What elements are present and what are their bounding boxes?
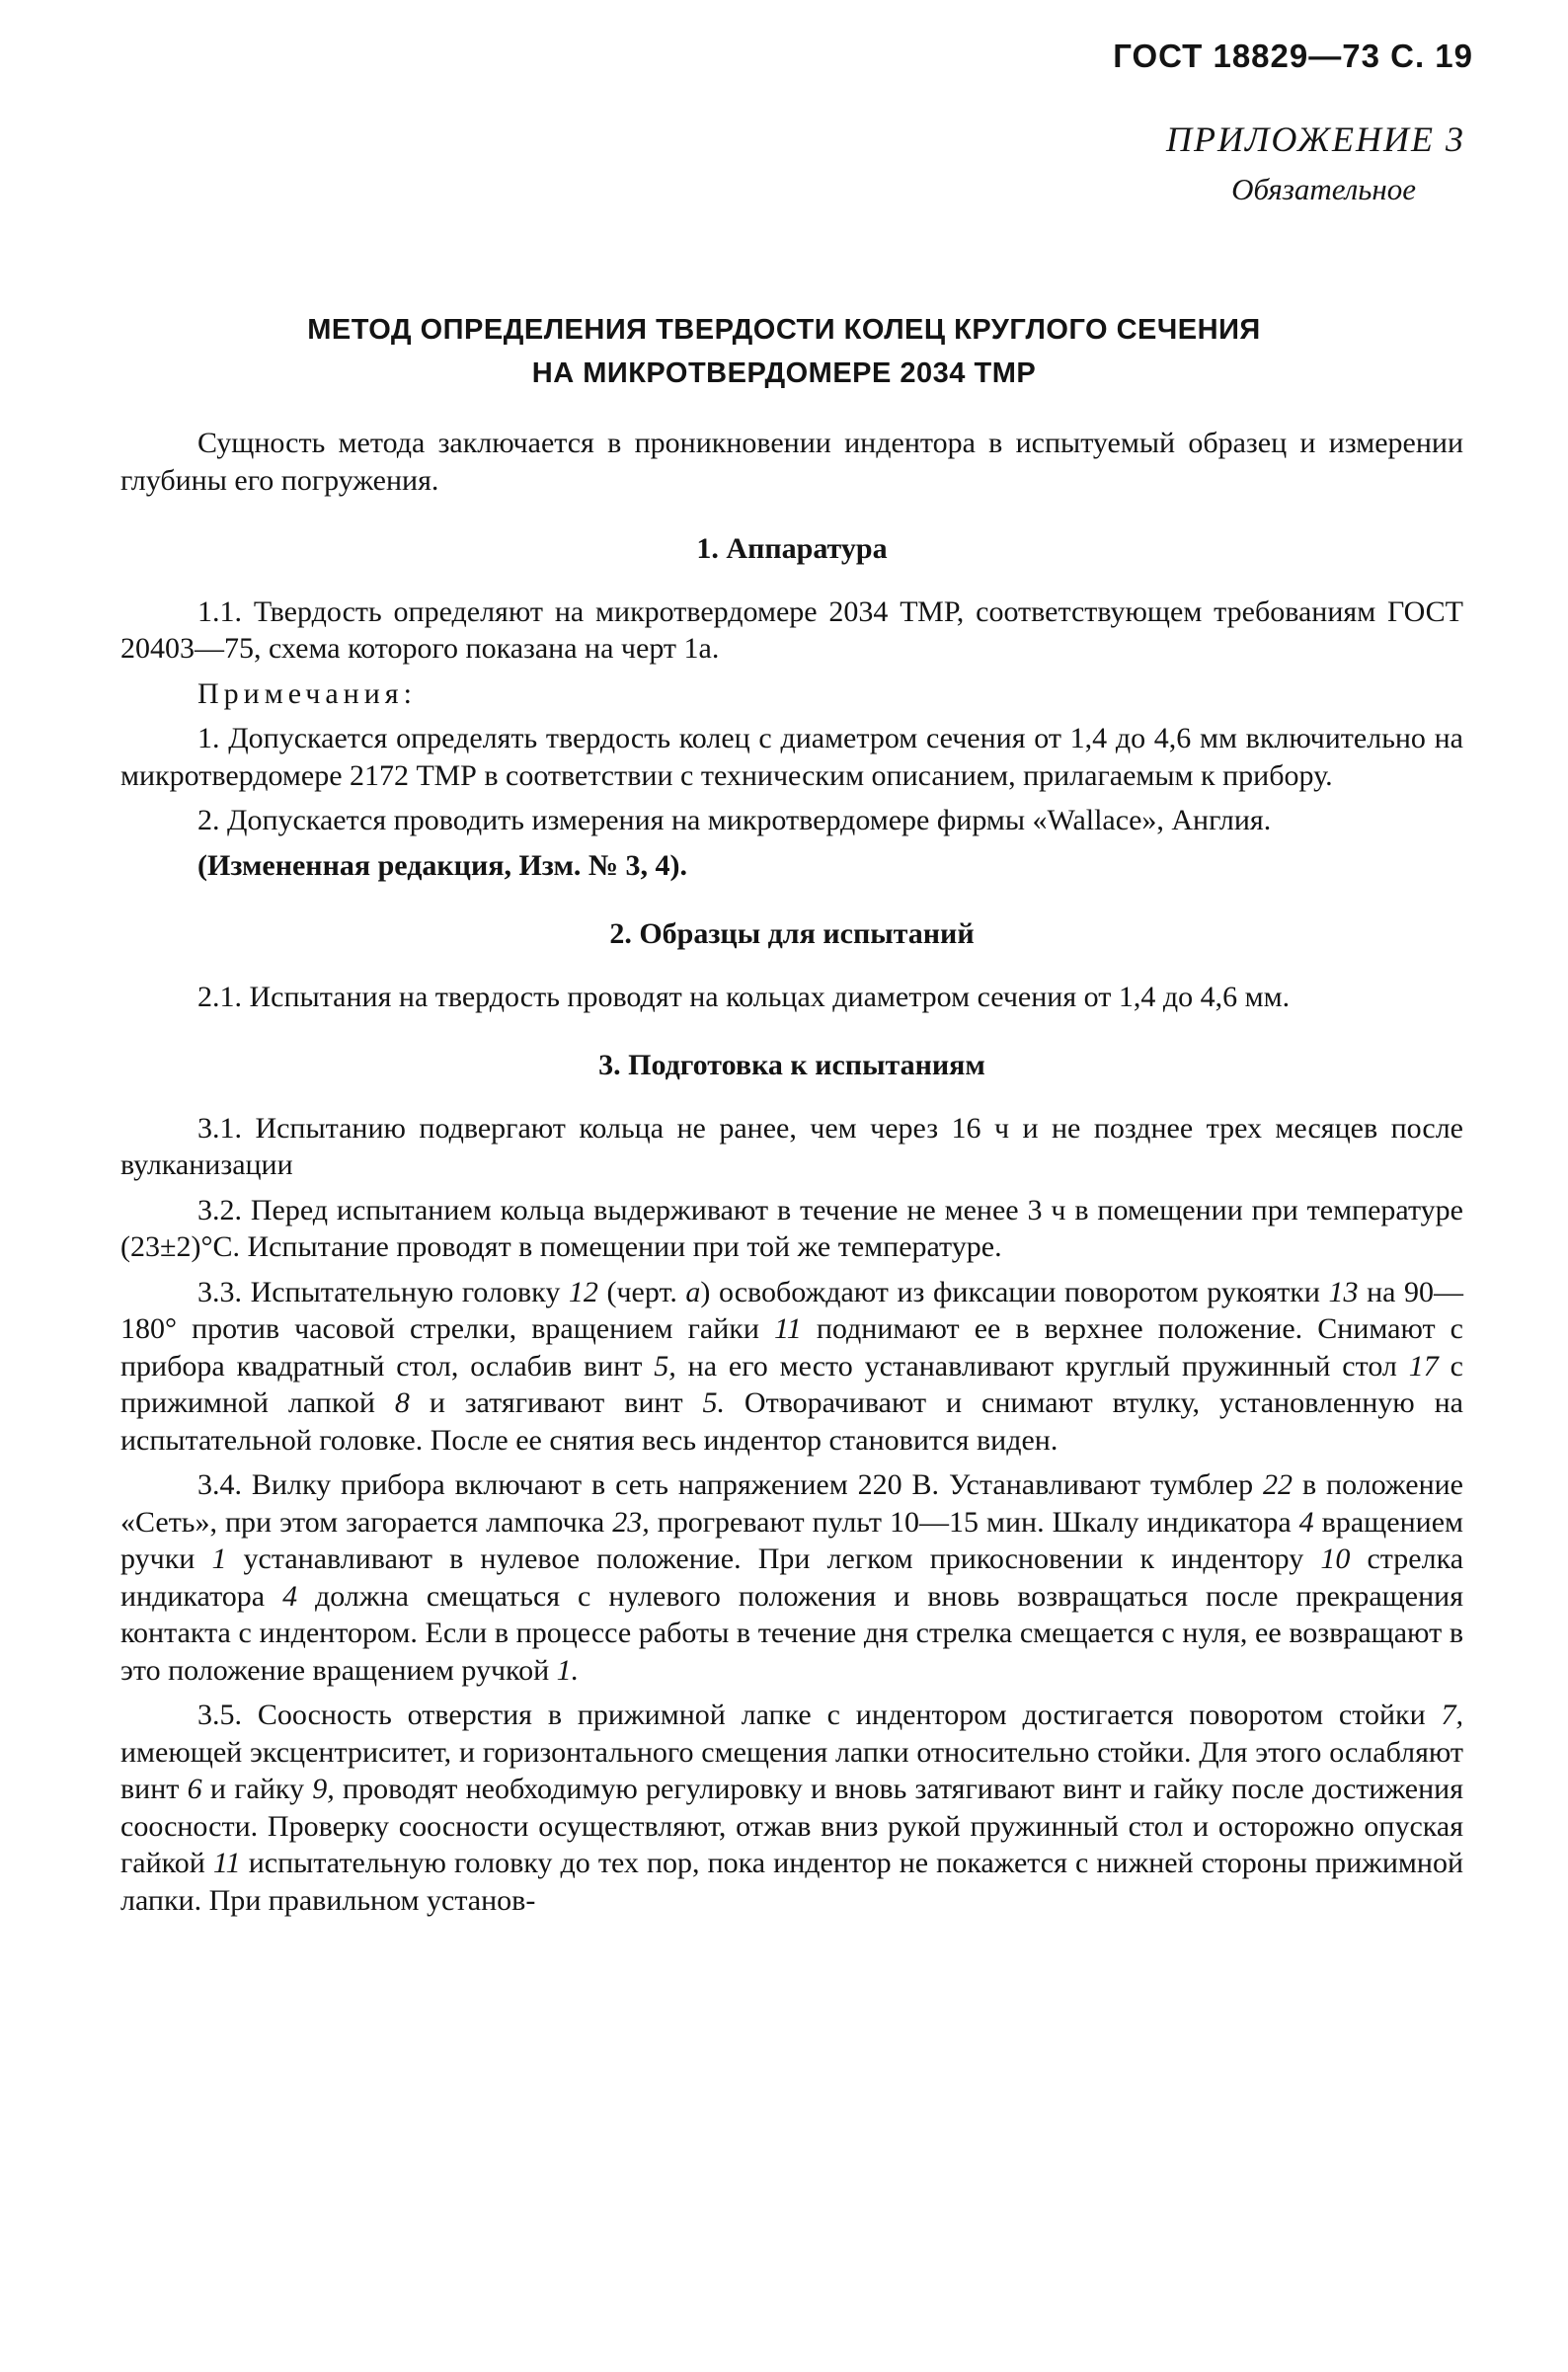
ref-number: 1 bbox=[211, 1542, 227, 1575]
ref-number: 5, bbox=[654, 1349, 676, 1383]
text-run: (черт. bbox=[597, 1275, 686, 1308]
text-run: 3.5. Соосность отверстия в прижимной лапке с индентором достигается поворотом стойки bbox=[197, 1699, 1442, 1731]
document-body bbox=[120, 425, 1463, 1919]
section-heading-1: 1. Аппаратура bbox=[696, 532, 888, 565]
text-run: ) освобождают из фиксации поворотом рукоятки bbox=[700, 1275, 1329, 1308]
document-title bbox=[0, 308, 1568, 395]
ref-number: 23, bbox=[612, 1505, 650, 1539]
text-run: Отворачивают и снимают втулку, установленную на испытательной головке. После ее снятия весь индентор становится виден. bbox=[120, 1386, 1463, 1457]
section-heading-2: 2. Образцы для испытаний bbox=[609, 917, 975, 950]
note-1: 1. Допускается определять твердость колец с диаметром сечения от 1,4 до 4,6 мм включительно на микротвердомере 2172 ТМР в соответствии с техническим описанием, прилагаемым к прибору. bbox=[120, 722, 1463, 792]
text-run: имеющей эксцентриситет, и горизонтального смещения лапки относительно стойки. Для этого ослабляют винт bbox=[120, 1735, 1463, 1805]
ref-number: 22 bbox=[1263, 1468, 1294, 1501]
text-run: с прижимной лапкой bbox=[120, 1349, 1463, 1419]
page-header: ГОСТ 18829—73 С. 19 bbox=[1113, 38, 1473, 74]
ref-number: 9, bbox=[312, 1773, 335, 1805]
text-run: проводят необходимую регулировку и вновь затягивают винт и гайку после достижения соосности. Проверку соосности осуществляют, отжав вниз рукой пружинный стол и осторожно опуская гайкой bbox=[120, 1773, 1463, 1879]
text-run: на его место устанавливают круглый пружинный стол bbox=[675, 1349, 1409, 1383]
text-run: 3.3. Испытательную головку bbox=[197, 1275, 569, 1308]
text-run: вращением ручки bbox=[120, 1505, 1463, 1575]
ref-number: 5. bbox=[702, 1386, 725, 1419]
ref-number: 4 bbox=[282, 1579, 298, 1613]
paragraph-3-4 bbox=[120, 1466, 1463, 1689]
text-run: и гайку bbox=[201, 1773, 313, 1805]
paragraph-3-3 bbox=[120, 1274, 1463, 1460]
paragraph-3-5 bbox=[120, 1697, 1463, 1919]
notes-label: Примечания: bbox=[197, 676, 417, 710]
paragraph-3-1: 3.1. Испытанию подвергают кольца не ранее, чем через 16 ч и не позднее трех месяцев после вулканизации bbox=[120, 1111, 1463, 1181]
text-run: стрелка индикатора bbox=[120, 1542, 1464, 1613]
paragraph-3-2: 3.2. Перед испытанием кольца выдерживают в течение не менее 3 ч в помещении при температуре (23±2)°С. Испытание проводят в помещении при той же температуре. bbox=[120, 1193, 1463, 1263]
text-run: 3.4. Вилку прибора включают в сеть напряжением 220 В. Устанавливают тумблер bbox=[197, 1468, 1264, 1501]
text-run: должна смещаться с нулевого положения и вновь возвращаться после прекращения контакта с индентором. Если в процессе работы в течение дня стрелка смещается с нуля, ее возвращают в это положение вращением ручкой bbox=[120, 1579, 1463, 1687]
appendix-label: ПРИЛОЖЕНИЕ 3 bbox=[1166, 119, 1465, 159]
note-2: 2. Допускается проводить измерения на микротвердомере фирмы «Wallace», Англия. bbox=[197, 804, 1272, 836]
ref-number: 4 bbox=[1298, 1505, 1314, 1539]
ref-number: 7, bbox=[1441, 1699, 1463, 1731]
appendix-status: Обязательное bbox=[1231, 172, 1416, 206]
text-run: в положение «Сеть», при этом загорается лампочка bbox=[120, 1468, 1463, 1539]
ref-number: 8 bbox=[394, 1386, 410, 1419]
ref-number: а bbox=[685, 1275, 701, 1308]
appendix-block bbox=[1166, 119, 1465, 207]
revision-note: (Измененная редакция, Изм. № 3, 4). bbox=[197, 848, 688, 882]
text-run: испытательную головку до тех пор, пока индентор не покажется с нижней стороны прижимной лапки. При правильном установ- bbox=[120, 1847, 1464, 1917]
text-run: и затягивают винт bbox=[409, 1386, 703, 1419]
ref-number: 1. bbox=[556, 1653, 580, 1687]
ref-number: 11 bbox=[212, 1847, 241, 1879]
ref-number: 10 bbox=[1320, 1542, 1351, 1575]
text-run: прогревают пульт 10—15 мин. Шкалу индикатора bbox=[649, 1505, 1299, 1539]
text-run: поднимают ее в верхнее положение. Снимают с прибора квадратный стол, ослабив винт bbox=[120, 1312, 1463, 1383]
ref-number: 11 bbox=[774, 1312, 802, 1345]
paragraph-2-1: 2.1. Испытания на твердость проводят на кольцах диаметром сечения от 1,4 до 4,6 мм. bbox=[197, 980, 1291, 1013]
text-run: на 90—180° против часовой стрелки, вращением гайки bbox=[120, 1275, 1463, 1345]
paragraph-1-1: 1.1. Твердость определяют на микротвердомере 2034 ТМР, соответствующем требованиям ГОСТ 20403—75, схема которого показана на черт 1а. bbox=[120, 594, 1463, 665]
ref-number: 17 bbox=[1408, 1349, 1439, 1383]
ref-number: 13 bbox=[1328, 1275, 1359, 1308]
ref-number: 12 bbox=[568, 1275, 598, 1308]
intro-paragraph: Сущность метода заключается в проникновении индентора в испытуемый образец и измерении глубины его погружения. bbox=[120, 427, 1463, 497]
ref-number: 6 bbox=[187, 1773, 202, 1805]
text-run: устанавливают в нулевое положение. При легком прикосновении к индентору bbox=[226, 1542, 1321, 1575]
title-line-2: НА МИКРОТВЕРДОМЕРЕ 2034 ТМР bbox=[531, 357, 1037, 389]
title-line-1: МЕТОД ОПРЕДЕЛЕНИЯ ТВЕРДОСТИ КОЛЕЦ КРУГЛОГО СЕЧЕНИЯ bbox=[307, 314, 1261, 346]
section-heading-3: 3. Подготовка к испытаниям bbox=[598, 1049, 985, 1081]
